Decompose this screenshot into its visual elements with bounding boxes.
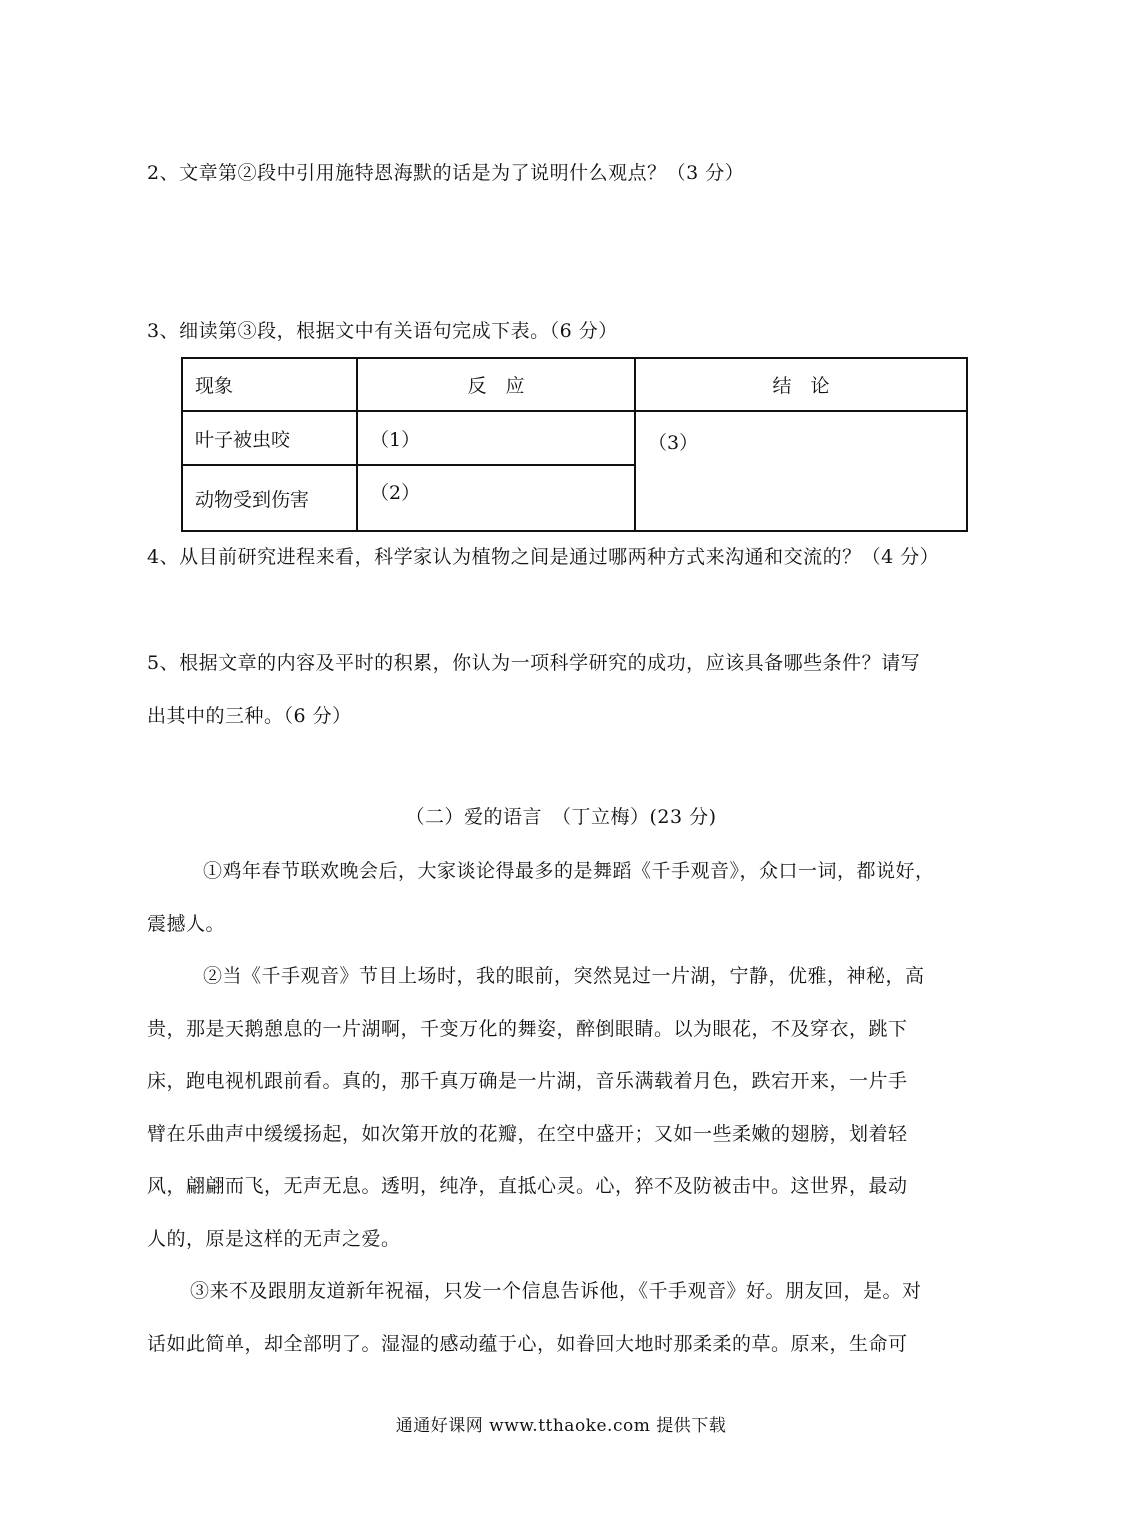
para-line: 风，翩翩而飞，无声无息。透明，纯净，直抵心灵。心，猝不及防被击中。这世界，最动 xyxy=(147,1175,908,1197)
para-line: 臂在乐曲声中缓缓扬起，如次第开放的花瓣，在空中盛开；又如一些柔嫩的翅膀，划着轻 xyxy=(147,1123,908,1145)
row1-phenomenon: 叶子被虫咬 xyxy=(182,411,357,465)
para-line: ②当《千手观音》节目上场时，我的眼前，突然晃过一片湖，宁静，优雅，神秘，高 xyxy=(203,965,925,987)
question-4: 4、从目前研究进程来看，科学家认为植物之间是通过哪两种方式来沟通和交流的？（4 分） xyxy=(147,546,940,568)
question-3: 3、细读第③段，根据文中有关语句完成下表。（6 分） xyxy=(147,320,618,342)
row2-reaction-blank[interactable]: （2） xyxy=(357,465,635,531)
section-title: （二）爱的语言 （丁立梅）(23 分) xyxy=(405,806,717,828)
conclusion-blank[interactable]: （3） xyxy=(635,411,967,531)
question-5-line2: 出其中的三种。（6 分） xyxy=(147,705,352,727)
row2-phenomenon: 动物受到伤害 xyxy=(182,465,357,531)
para-line: ③来不及跟朋友道新年祝福，只发一个信息告诉他，《千手观音》好。朋友回，是。对 xyxy=(190,1280,922,1302)
footer-source: 通通好课网 www.tthaoke.com 提供下载 xyxy=(395,1416,727,1436)
header-reaction: 反 应 xyxy=(357,358,635,411)
header-conclusion: 结 论 xyxy=(635,358,967,411)
para-line: ①鸡年春节联欢晚会后，大家谈论得最多的是舞蹈《千手观音》，众口一词，都说好， xyxy=(203,860,935,882)
row1-reaction-blank[interactable]: （1） xyxy=(357,411,635,465)
answer-table xyxy=(181,357,968,532)
table-row xyxy=(182,411,967,465)
para-line: 床，跑电视机跟前看。真的，那千真万确是一片湖，音乐满载着月色，跌宕开来，一片手 xyxy=(147,1070,908,1092)
para-line: 贵，那是天鹅憩息的一片湖啊，千变万化的舞姿，醉倒眼睛。以为眼花，不及穿衣，跳下 xyxy=(147,1018,908,1040)
question-2: 2、文章第②段中引用施特恩海默的话是为了说明什么观点？（3 分） xyxy=(147,162,745,184)
question-5-line1: 5、根据文章的内容及平时的积累，你认为一项科学研究的成功，应该具备哪些条件？请写 xyxy=(147,652,921,674)
header-phenomenon: 现象 xyxy=(182,358,357,411)
para-line: 人的，原是这样的无声之爱。 xyxy=(147,1228,401,1250)
table-header-row xyxy=(182,358,967,411)
para-line: 话如此简单，却全部明了。湿湿的感动蕴于心，如眷回大地时那柔柔的草。原来，生命可 xyxy=(147,1333,908,1355)
para-line: 震撼人。 xyxy=(147,913,226,935)
